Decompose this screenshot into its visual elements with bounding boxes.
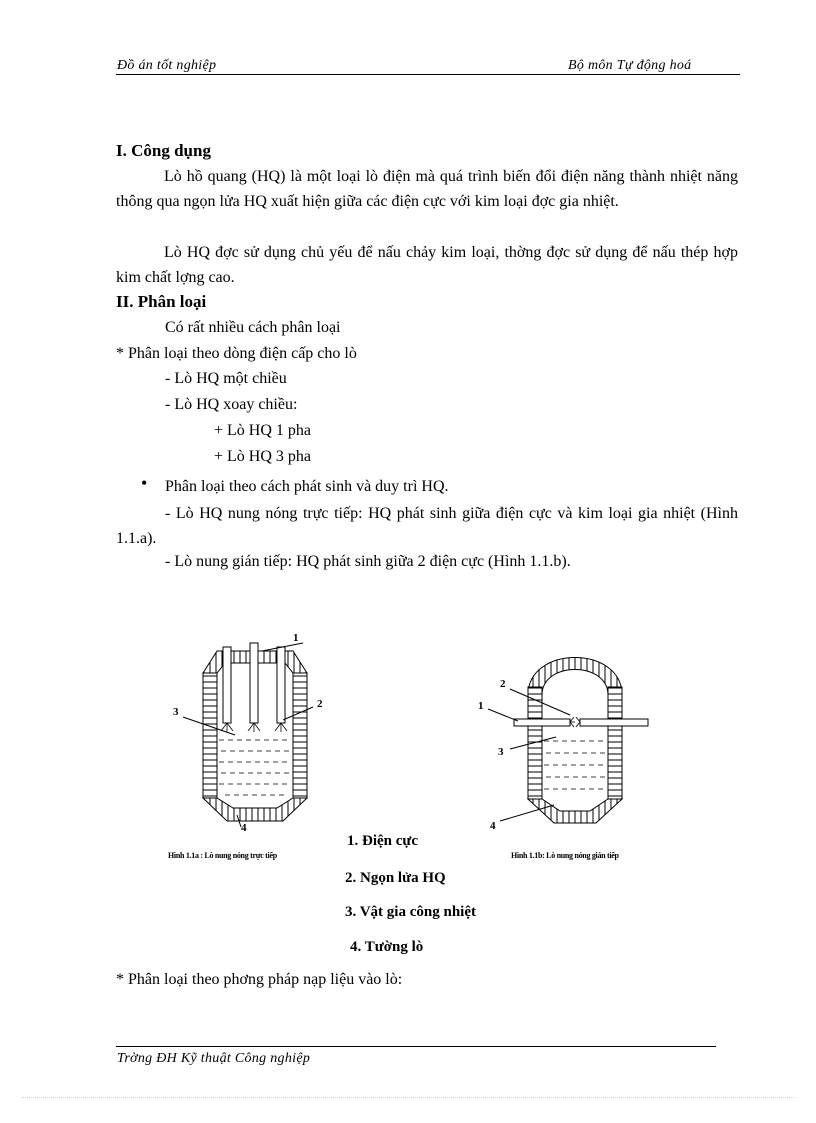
header-right: Bộ môn Tự động hoá [568, 58, 692, 73]
header-rule [116, 74, 740, 75]
section2-intro: Có rất nhiều cách phân loại [165, 319, 341, 336]
legend-item-1: 1. Điện cực [347, 833, 419, 849]
arc-flames [221, 723, 287, 732]
page-edge-dotted-line [22, 1097, 794, 1098]
furnace-bottom [203, 798, 307, 821]
molten-metal [544, 741, 606, 789]
ac-three-phase-item: + Lò HQ 3 pha [214, 448, 312, 465]
classification-by-charging: * Phân loại theo phơng pháp nạp liệu vào lò: [116, 971, 403, 988]
electrode-left [514, 719, 570, 726]
arc-flame [570, 717, 580, 727]
section1-paragraph-1: Lò hồ quang (HQ) là một loại lò điện mà quá trình biến đổi điện năng thành nhiệt năng thông qua ngọn lửa HQ xuất hiện giữa các điện cực với kim loại đợc gia nhiệt. [116, 168, 738, 210]
furnace-wall-right [608, 687, 622, 799]
figure-indirect-furnace [470, 625, 660, 835]
section1-paragraph-2: Lò HQ đợc sử dụng chủ yếu để nấu chảy kim loại, thờng đợc sử dụng để nấu thép hợp kim chất lợng cao. [116, 244, 738, 286]
label-a-1: 1 [293, 632, 299, 644]
ac-furnace-item: - Lò HQ xoay chiều: [165, 396, 298, 413]
label-a-4: 4 [241, 822, 247, 834]
label-b-2: 2 [500, 678, 506, 690]
label-a-3: 3 [173, 706, 179, 718]
legend-item-4: 4. Tường lò [350, 939, 424, 955]
indirect-heating-item: - Lò nung gián tiếp: HQ phát sinh giữa 2 điện cực (Hình 1.1.b). [165, 553, 571, 570]
electrode-right [580, 719, 648, 726]
classification-by-arc: Phân loại theo cách phát sinh và duy trì HQ. [165, 478, 449, 495]
label-a-2: 2 [317, 698, 323, 710]
furnace-bottom [528, 799, 622, 823]
direct-heating-item: - Lò HQ nung nóng trực tiếp: HQ phát sinh giữa điện cực và kim loại gia nhiệt (Hình 1.1.a). [116, 505, 738, 547]
molten-metal [219, 740, 291, 795]
caption-figure-a: Hình 1.1a : Lò nung nóng trực tiếp [168, 851, 277, 860]
label-b-1: 1 [478, 700, 484, 712]
header-left: Đồ án tốt nghiệp [117, 58, 217, 73]
furnace-wall-right [293, 673, 307, 798]
furnace-wall-left [528, 687, 542, 799]
footer-rule [116, 1046, 716, 1047]
electrode-2 [250, 643, 258, 723]
bullet-icon: • [141, 473, 148, 493]
legend-item-3: 3. Vật gia công nhiệt [345, 904, 476, 920]
section2-heading: II. Phân loại [116, 292, 207, 311]
label-b-3: 3 [498, 746, 504, 758]
electrode-1 [223, 647, 231, 723]
furnace-wall-left [203, 673, 217, 798]
dc-furnace-item: - Lò HQ một chiều [165, 370, 287, 387]
label-b-4: 4 [490, 820, 496, 832]
electrode-3 [277, 647, 285, 723]
figure-direct-furnace [165, 625, 345, 835]
section1-heading: I. Công dụng [116, 141, 211, 160]
footer-left: Trờng ĐH Kỹ thuật Công nghiệp [117, 1051, 311, 1066]
caption-figure-b: Hình 1.1b: Lò nung nóng gián tiếp [511, 851, 619, 860]
classification-by-current: * Phân loại theo dòng điện cấp cho lò [116, 345, 357, 362]
legend-item-2: 2. Ngọn lửa HQ [345, 870, 446, 886]
ac-single-phase-item: + Lò HQ 1 pha [214, 422, 312, 439]
